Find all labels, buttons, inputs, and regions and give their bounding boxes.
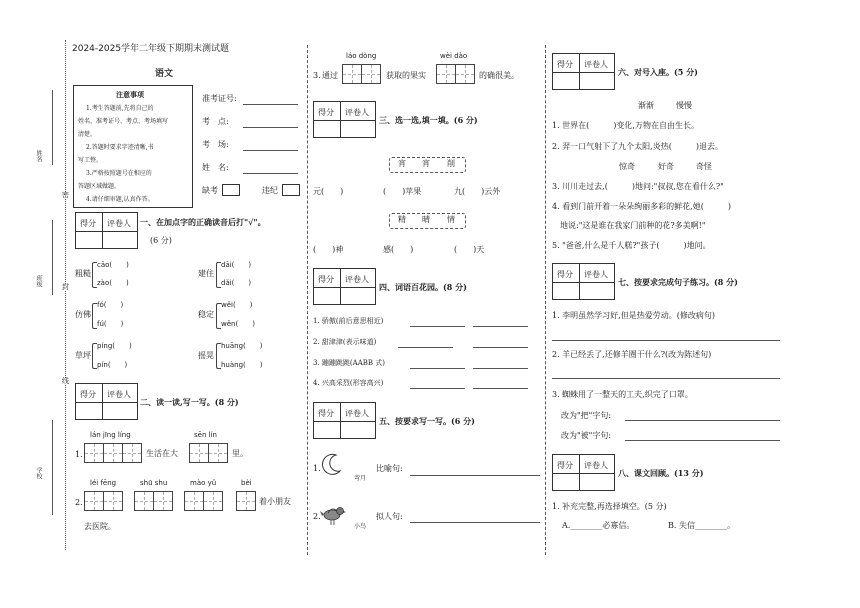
notice-line: 答题区域做题。 — [78, 183, 121, 190]
pinyin-label: wèi dào — [440, 52, 468, 60]
q8-fill-a: A.________必寡信。 — [562, 521, 635, 530]
choice-char: 晴 — [422, 215, 430, 224]
notice-line: 3.严格按照题号在相应的 — [86, 170, 152, 177]
pinyin-label: láo dòng — [346, 52, 377, 60]
fill-blank: ( )神 — [313, 245, 344, 254]
score-box — [552, 263, 615, 300]
score-label: 得分 — [557, 270, 573, 279]
q2-item-num: 3. — [313, 71, 321, 80]
q2-text: 着小朋友 — [259, 497, 291, 506]
word-bank: 慢慢 — [676, 101, 692, 110]
answer-line[interactable] — [552, 340, 780, 341]
answer-line[interactable] — [410, 326, 465, 327]
score-label: 得分 — [80, 219, 96, 228]
q7-sentence: 1. 李明虽然学习好,但是热爱劳动。(修改病句) — [552, 311, 715, 320]
writing-grid[interactable] — [342, 64, 380, 84]
q7-rewrite-label: 改为"把"字句: — [561, 411, 612, 420]
answer-line[interactable] — [625, 440, 780, 441]
q2-text: 去医院。 — [84, 522, 116, 531]
q1-word: 摇晃 — [198, 351, 214, 360]
violation-label: 违纪 — [262, 186, 278, 195]
margin-name-label: 姓名 — [35, 150, 42, 162]
q1-word: 粗糙 — [75, 269, 91, 278]
q1-word: 草坪 — [75, 351, 91, 360]
writing-grid[interactable] — [236, 491, 255, 511]
bird-icon — [320, 502, 346, 526]
answer-line[interactable] — [410, 388, 465, 389]
q6-sentence: 1. 世界在( )变化,万物在自由生长。 — [552, 121, 699, 130]
q2-text: 生活在大 — [146, 449, 178, 458]
writing-grid[interactable] — [84, 491, 122, 511]
q1-pinyin: zào( ) — [97, 279, 129, 287]
q7-sentence: 3. 蜘蛛用了一整天的工夫,织完了口罩。 — [552, 390, 693, 399]
q1-word: 仿佛 — [75, 310, 91, 319]
answer-line[interactable] — [625, 420, 780, 421]
score-box — [313, 268, 376, 305]
choice-char: 削 — [447, 159, 455, 168]
score-label: 得分 — [318, 108, 334, 117]
q1-title: 一、在加点字的正确读音后打"√"。 — [140, 217, 266, 227]
name-underline — [52, 90, 53, 165]
notice-line: 姓名、准考证号、考点、考场填写 — [78, 118, 169, 125]
q3-title: 三、选一选,填一填。(6 分) — [379, 115, 478, 125]
q4-item: 1. 骄傲(前后意思相近) — [313, 317, 384, 325]
q5-item-num: 2. — [313, 512, 321, 521]
score-label: 得分 — [80, 390, 96, 399]
q6-title: 六、对号入座。(5 分) — [618, 67, 698, 77]
q2-text: 获取的果实 — [386, 71, 426, 80]
q1-pinyin: fó( ) — [97, 301, 124, 309]
notice-line: 写工整。 — [78, 157, 103, 164]
q1-pinyin: píng( ) — [97, 342, 132, 350]
choice-char: 情 — [447, 215, 455, 224]
seal-char-mi: 密 — [62, 191, 69, 199]
q5-title: 五、按要求写一写。(6 分) — [379, 416, 475, 426]
q1-word: 稳定 — [198, 310, 214, 319]
exam-no-field[interactable] — [243, 104, 298, 105]
q6-sentence: 4. 看到门前开着一朵朵绚丽多彩的鲜花,她( ) — [552, 202, 731, 211]
grader-label: 评卷人 — [107, 219, 131, 228]
q1-points: (6 分) — [150, 236, 172, 245]
score-label: 得分 — [557, 461, 573, 470]
fill-blank: ( )苹果 — [383, 187, 422, 196]
subject-title: 语文 — [155, 69, 174, 79]
exam-no-label: 准考证号: — [202, 94, 237, 103]
column-divider — [307, 45, 308, 555]
q6-sentence: 2. 羿一口气射下了九个太阳,炎热( )退去。 — [552, 142, 723, 151]
site-field[interactable] — [243, 127, 298, 128]
seal-char-xian: 线 — [62, 377, 69, 385]
notice-box — [73, 85, 193, 208]
q2-item-num: 1. — [75, 450, 83, 459]
q5-item-num: 1. — [313, 464, 321, 473]
score-box — [75, 383, 138, 420]
q7-title: 七、按要求完成句子练习。(8 分) — [618, 277, 738, 287]
q6-sentence: 3. 川川走过去,( )地问:"叔叔,您在看什么?" — [552, 182, 724, 191]
q5-label: 比喻句: — [376, 464, 403, 473]
q4-item: 2. 甜津津(表示味道) — [313, 338, 377, 346]
q7-sentence: 2. 羊已经丢了,还修羊圈干什么?(改为陈述句) — [552, 350, 712, 359]
q1-pinyin: pín( ) — [97, 361, 128, 369]
answer-line[interactable] — [473, 388, 528, 389]
pinyin-label: léi fēng — [90, 479, 117, 487]
room-field[interactable] — [243, 150, 298, 151]
writing-grid[interactable] — [134, 491, 172, 511]
seal-char-feng: 封 — [62, 283, 69, 291]
answer-line[interactable] — [410, 475, 540, 476]
score-label: 得分 — [318, 409, 334, 418]
q1-pinyin: wěi( ) — [221, 301, 253, 309]
violation-checkbox[interactable] — [282, 184, 300, 196]
column-divider — [545, 45, 546, 555]
answer-line[interactable] — [473, 326, 528, 327]
binding-line — [65, 40, 66, 550]
fill-blank: 九( )云外 — [454, 187, 501, 196]
grader-label: 评卷人 — [345, 275, 369, 284]
school-underline — [52, 420, 53, 515]
absent-label: 缺考 — [202, 186, 218, 195]
crescent-moon-icon — [320, 453, 344, 475]
notice-line: 清楚。 — [78, 131, 97, 138]
q2-text: 通过 — [322, 71, 338, 80]
grader-label: 评卷人 — [584, 461, 608, 470]
notice-line: 2.答题时要求字迹清晰,书 — [86, 144, 154, 151]
answer-line[interactable] — [410, 522, 540, 523]
q1-pinyin: dāi( ) — [221, 261, 252, 269]
q6-sentence: 5. "爸爸,什么是千人糕?"孩子( )地问。 — [552, 241, 711, 250]
notice-title: 注意事项 — [116, 90, 144, 99]
absent-checkbox[interactable] — [222, 184, 240, 196]
word-bank: 渐渐 — [638, 101, 654, 110]
pinyin-label: lán jīng líng — [90, 431, 131, 439]
choice-char: 精 — [398, 215, 406, 224]
score-box — [552, 53, 615, 90]
answer-line[interactable] — [473, 368, 528, 369]
name-label: 姓 名: — [202, 163, 229, 172]
pinyin-label: sēn lín — [194, 431, 217, 439]
grader-label: 评卷人 — [107, 390, 131, 399]
score-box — [75, 212, 138, 249]
site-label: 考 点: — [202, 117, 229, 126]
q4-item: 4. 兴高采烈(形容高兴) — [313, 379, 384, 387]
answer-line[interactable] — [552, 378, 780, 379]
writing-grid[interactable] — [436, 64, 474, 84]
choice-char: 宵 — [398, 159, 406, 168]
q1-pinyin: wěn( ) — [221, 320, 255, 328]
margin-class-label: 班级 — [35, 275, 42, 287]
q1-pinyin: dǎi( ) — [221, 279, 252, 287]
q4-item: 3. 蹦蹦跳跳(AABB 式) — [313, 359, 385, 367]
name-field[interactable] — [243, 173, 298, 174]
score-box — [313, 101, 376, 138]
q2-title: 二、读一读,写一写。(8 分) — [140, 397, 239, 407]
margin-school-label: 学校 — [35, 467, 42, 479]
score-label: 得分 — [318, 275, 334, 284]
answer-line[interactable] — [410, 368, 465, 369]
notice-line: 4.请仔细审题,认真作答。 — [86, 196, 154, 203]
q1-pinyin: huāng( ) — [221, 342, 263, 350]
pinyin-label: bèi — [241, 479, 252, 487]
q7-rewrite-label: 改为"被"字句: — [561, 431, 612, 440]
q6-sentence: 地说:"这是谁在我家门前种的花?多美啊!" — [560, 221, 706, 230]
q2-text: 的确很美。 — [479, 71, 519, 80]
word-bank: 好奇 — [658, 162, 674, 171]
word-bank: 奇怪 — [696, 162, 712, 171]
q1-pinyin: huàng( ) — [221, 361, 263, 369]
q8-title: 八、课文回顾。(13 分) — [618, 468, 704, 478]
q8-instruction: 1. 补充完整,再选择填空。(5 分) — [552, 502, 667, 511]
answer-line[interactable] — [398, 347, 453, 348]
q8-fill-b: B. 失信________。 — [668, 521, 735, 530]
picture-caption: 弯月 — [354, 475, 367, 482]
grader-label: 评卷人 — [345, 108, 369, 117]
exam-title: 2024-2025学年二年级下期期末测试题 — [72, 44, 230, 54]
q1-pinyin: cāo( ) — [97, 261, 129, 269]
fill-blank: ( )天 — [454, 245, 485, 254]
answer-line[interactable] — [473, 347, 528, 348]
grader-label: 评卷人 — [345, 409, 369, 418]
class-underline — [52, 220, 53, 295]
picture-caption: 小鸟 — [354, 523, 367, 530]
notice-line: 1.考生答题前,先将自己的 — [86, 105, 154, 112]
q4-title: 四、词语百花园。(8 分) — [379, 282, 467, 292]
score-label: 得分 — [557, 60, 573, 69]
score-box — [313, 402, 376, 439]
grader-label: 评卷人 — [584, 270, 608, 279]
q2-item-num: 2. — [75, 498, 83, 507]
pinyin-label: shū shu — [140, 479, 168, 487]
fill-blank: 元( ) — [313, 187, 344, 196]
q5-label: 拟人句: — [376, 512, 403, 521]
grader-label: 评卷人 — [584, 60, 608, 69]
score-box — [552, 454, 615, 491]
fill-blank: 感( ) — [383, 245, 414, 254]
writing-grid[interactable] — [184, 491, 222, 511]
pinyin-label: mào yǔ — [190, 479, 217, 487]
q2-text: 里。 — [232, 449, 248, 458]
choice-char: 宵 — [422, 159, 430, 168]
word-bank: 惊奇 — [619, 162, 635, 171]
room-label: 考 场: — [202, 140, 229, 149]
q1-word: 建住 — [198, 269, 214, 278]
q1-pinyin: fú( ) — [97, 320, 124, 328]
writing-grid[interactable] — [84, 443, 141, 463]
writing-grid[interactable] — [189, 443, 227, 463]
